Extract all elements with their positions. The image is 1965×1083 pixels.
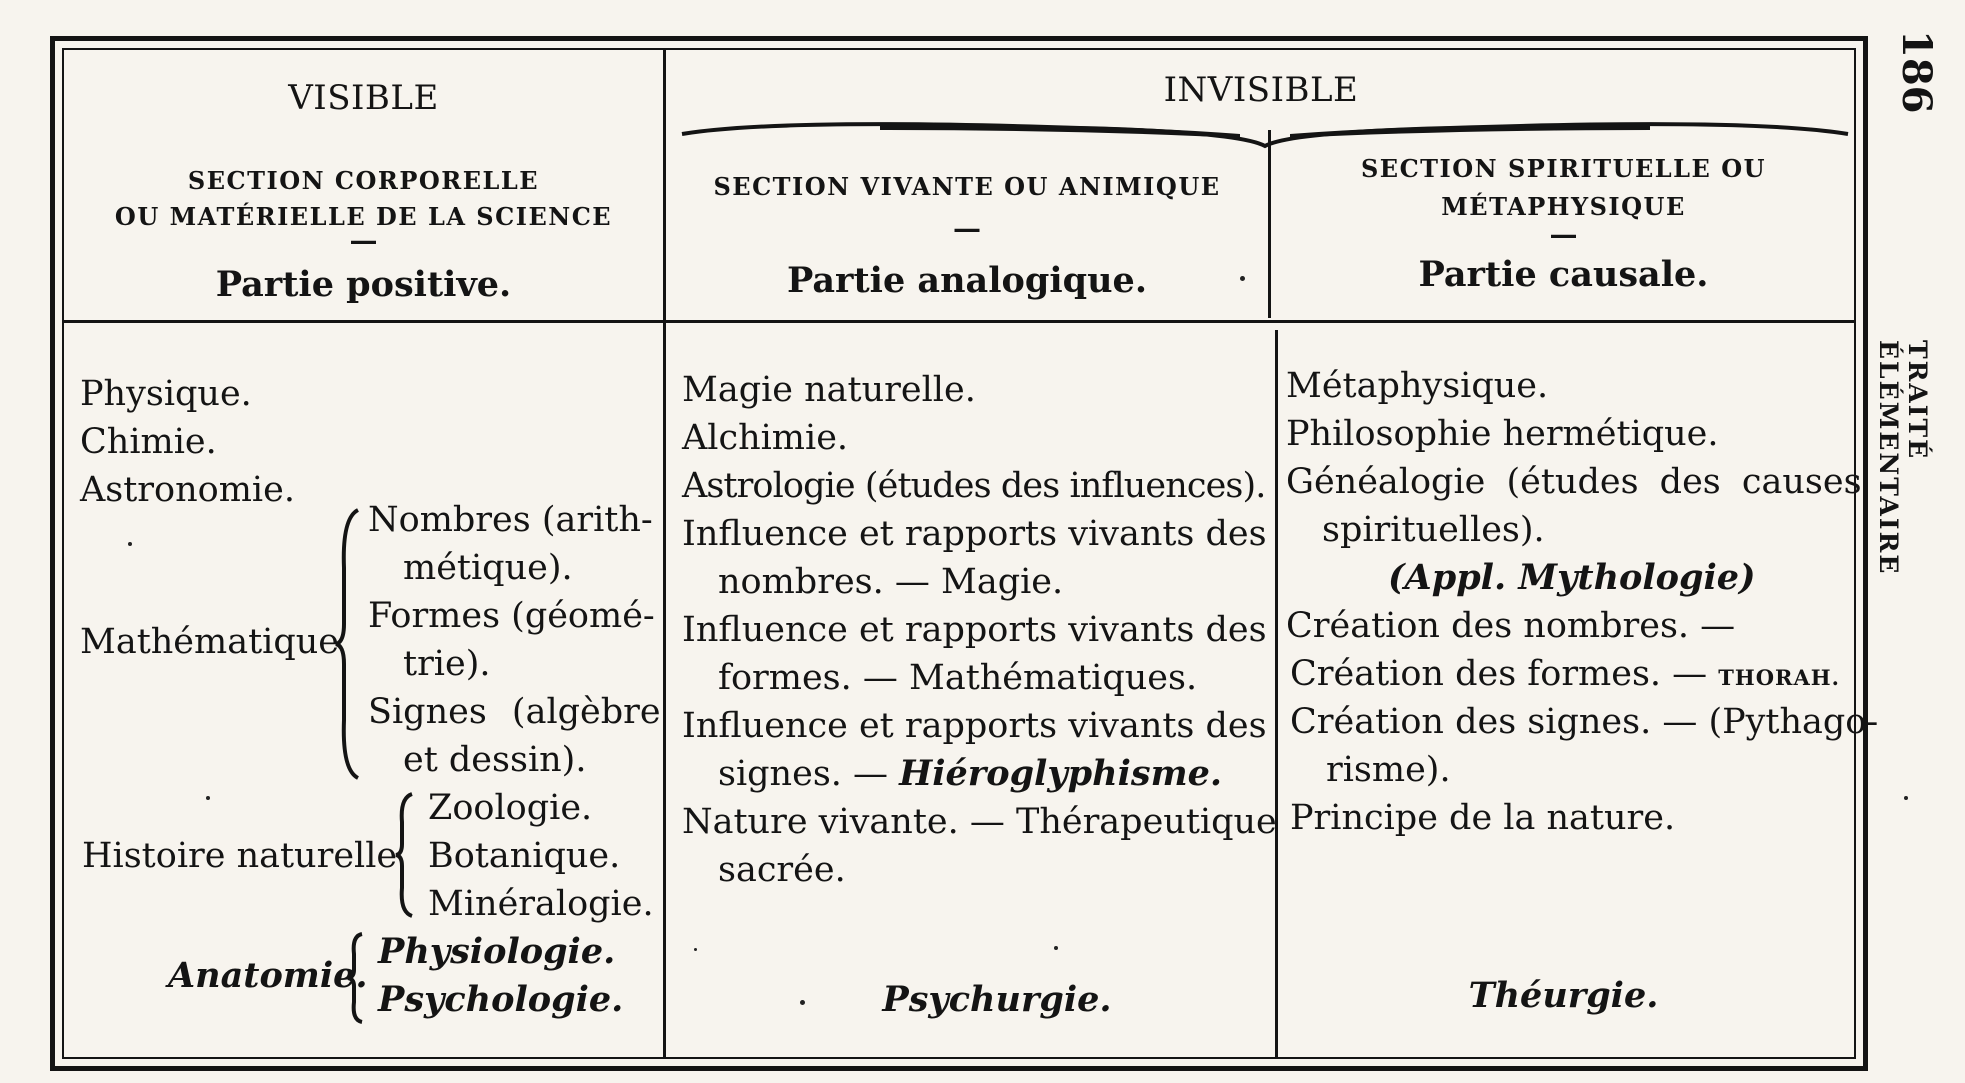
col2-line-3: Astrologie (études des influences).: [682, 466, 1266, 506]
scan-speck: [206, 796, 210, 800]
math-label: Mathématique: [80, 622, 339, 662]
col3-footer-theurgie: Théurgie.: [1468, 975, 1659, 1016]
col3-line-3: Généalogie (études des causes: [1286, 462, 1862, 502]
anatomie-label: Anatomie.: [168, 955, 368, 996]
col1-line-physique: Physique.: [80, 374, 252, 414]
col3-line-7: [1290, 650, 1840, 702]
col2-line-1: Magie naturelle.: [682, 370, 976, 410]
col3-line-5: (Appl. Mythologie): [1388, 557, 1756, 598]
col3-dash: —: [1549, 218, 1578, 251]
page-number: 186: [1893, 30, 1940, 114]
histoire-label: Histoire naturelle: [82, 836, 398, 876]
col2-dash: —: [953, 212, 981, 245]
col3-thorah: THORAH.: [1718, 665, 1840, 690]
col2-line-5: nombres. — Magie.: [718, 562, 1064, 602]
col2-line-6: Influence et rapports vivants des: [682, 610, 1267, 650]
math-item-nombres-1: Nombres (arith-: [368, 500, 653, 540]
column-divider-2-lower: [1275, 330, 1278, 1058]
col1-section-line2: OU MATÉRIELLE DE LA SCIENCE: [114, 202, 613, 231]
col3-line-6: Création des nombres. —: [1286, 606, 1736, 646]
anatomie-brace-icon: [346, 932, 366, 1024]
scan-speck: [1240, 276, 1245, 281]
col1-dash: —: [349, 224, 378, 257]
scan-speck: [1904, 796, 1908, 800]
histoire-item-mineralogie: Minéralogie.: [428, 884, 654, 924]
header-visible: VISIBLE: [288, 78, 439, 118]
histoire-item-zoologie: Zoologie.: [428, 788, 593, 828]
scan-speck: [800, 1000, 805, 1005]
col3-line-7-text: Création des formes. —: [1290, 654, 1719, 694]
col2-line-10: Nature vivante. — Thérapeutique: [682, 802, 1277, 842]
histoire-brace-icon: [394, 792, 416, 918]
col3-section-line1: SECTION SPIRITUELLE OU: [1360, 154, 1767, 183]
col3-line-1: Métaphysique.: [1286, 366, 1549, 406]
col3-section-line2: MÉTAPHYSIQUE: [1441, 192, 1686, 221]
col3-line-10: Principe de la nature.: [1290, 798, 1676, 838]
math-item-signes-2: et dessin).: [403, 740, 587, 780]
col3-line-4: spirituelles).: [1322, 510, 1545, 550]
anatomie-item-psychologie: Psychologie.: [378, 979, 624, 1020]
invisible-brace-icon: [680, 112, 1850, 152]
histoire-item-botanique: Botanique.: [428, 836, 621, 876]
scan-speck: [694, 948, 697, 951]
header-rule: [64, 320, 1854, 323]
col3-line-9: risme).: [1326, 750, 1451, 790]
math-brace-icon: [334, 508, 364, 780]
col3-line-2: Philosophie hermétique.: [1286, 414, 1719, 454]
running-title: TRAITÉ ÉLÉMENTAIRE: [1874, 340, 1932, 576]
col2-line-8: Influence et rapports vivants des: [682, 706, 1267, 746]
math-item-nombres-2: métique).: [403, 548, 573, 588]
col2-line-7: formes. — Mathématiques.: [718, 658, 1198, 698]
col2-line-11: sacrée.: [718, 850, 846, 890]
scan-speck: [128, 542, 132, 546]
col2-hieroglyphisme: Hiéroglyphisme.: [899, 753, 1223, 794]
math-item-formes-2: trie).: [403, 644, 491, 684]
anatomie-item-physiologie: Physiologie.: [378, 931, 616, 972]
col1-line-astronomie: Astronomie.: [80, 470, 295, 510]
col1-part-title: Partie positive.: [215, 264, 512, 305]
col1-section-line1: SECTION CORPORELLE: [187, 166, 540, 195]
col3-part-title: Partie causale.: [1418, 254, 1709, 295]
col2-footer-psychurgie: Psychurgie.: [882, 979, 1112, 1020]
col2-line-2: Alchimie.: [682, 418, 849, 458]
math-item-formes-1: Formes (géomé-: [368, 596, 655, 636]
col2-section-line1: SECTION VIVANTE OU ANIMIQUE: [713, 172, 1221, 201]
col2-line-9-text: signes. —: [718, 754, 900, 794]
math-item-signes-1: Signes (algèbre: [368, 692, 661, 732]
header-invisible: INVISIBLE: [1163, 70, 1359, 110]
scan-speck: [1054, 946, 1058, 950]
col1-line-chimie: Chimie.: [80, 422, 217, 462]
col3-line-8: Création des signes. — (Pythago-: [1290, 702, 1879, 742]
col2-line-4: Influence et rapports vivants des: [682, 514, 1267, 554]
col2-part-title: Partie analogique.: [787, 260, 1147, 301]
col2-line-9: [718, 750, 1222, 798]
